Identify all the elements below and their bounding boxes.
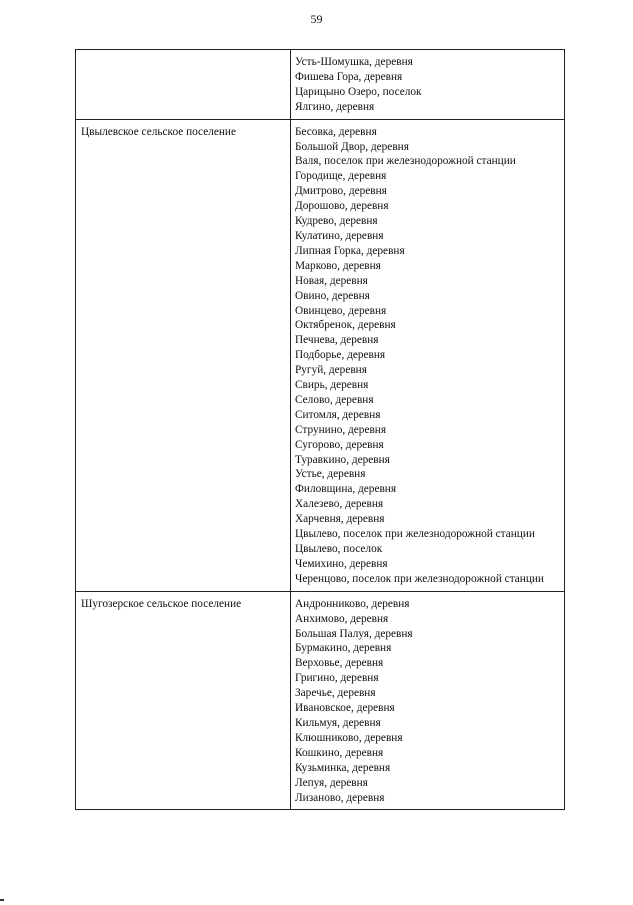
place-item: Струнино, деревня — [295, 423, 387, 436]
place-item: Цвылево, поселок при железнодорожной станции — [295, 528, 535, 541]
place-item: Лизаново, деревня — [295, 791, 385, 804]
place-item: Заречье, деревня — [295, 687, 376, 700]
places-cell — [291, 50, 565, 120]
settlement-name-cell: Шугозерское сельское поселение — [76, 591, 291, 810]
place-item: Верховье, деревня — [295, 657, 384, 670]
place-item: Харчевня, деревня — [295, 513, 385, 526]
settlement-name-cell: Цвылевское сельское поселение — [76, 119, 291, 591]
place-item: Сугорово, деревня — [295, 438, 384, 451]
place-item: Ругуй, деревня — [295, 364, 367, 377]
place-item: Андронниково, деревня — [295, 597, 410, 610]
places-cell — [291, 119, 565, 591]
place-item: Городище, деревня — [295, 170, 387, 183]
place-item: Кильмуя, деревня — [295, 716, 381, 729]
place-item: Бурмакино, деревня — [295, 642, 392, 655]
place-item: Новая, деревня — [295, 274, 368, 287]
place-item: Кошкино, деревня — [295, 746, 384, 759]
place-item: Селово, деревня — [295, 393, 374, 406]
place-item: Анхимово, деревня — [295, 612, 389, 625]
table-row — [76, 591, 565, 810]
place-item: Усть-Шомушка, деревня — [295, 56, 413, 68]
place-item: Печнева, деревня — [295, 334, 379, 347]
place-item: Кулатино, деревня — [295, 229, 384, 242]
place-item: Дмитрово, деревня — [295, 185, 387, 198]
place-item: Черенцово, поселок при железнодорожной станции — [295, 572, 544, 585]
place-item: Халезево, деревня — [295, 498, 384, 511]
settlement-name-cell — [76, 50, 291, 120]
place-item: Марково, деревня — [295, 259, 381, 272]
scan-mark — [0, 899, 4, 901]
table-row — [76, 50, 565, 120]
settlements-table — [75, 49, 565, 810]
table-row — [76, 119, 565, 591]
place-item: Кудрево, деревня — [295, 215, 378, 228]
place-item: Подборье, деревня — [295, 349, 386, 362]
place-item: Ситомля, деревня — [295, 408, 381, 421]
place-item: Лепуя, деревня — [295, 776, 368, 789]
place-item: Царицыно Озеро, поселок — [295, 85, 422, 98]
place-item: Бесовка, деревня — [295, 125, 377, 138]
table-body — [76, 50, 565, 810]
place-item: Большой Двор, деревня — [295, 140, 409, 153]
place-item: Филовщина, деревня — [295, 483, 397, 496]
place-item: Цвылево, поселок — [295, 543, 383, 555]
place-item: Овинцево, деревня — [295, 304, 387, 317]
place-item: Устье, деревня — [295, 468, 366, 481]
place-item: Октябренок, деревня — [295, 319, 396, 332]
place-item: Ялгино, деревня — [295, 100, 375, 113]
place-item: Валя, поселок при железнодорожной станции — [295, 155, 516, 168]
place-item: Свирь, деревня — [295, 379, 369, 392]
page-number: 59 — [310, 12, 323, 26]
place-item: Кузьминка, деревня — [295, 761, 391, 774]
places-cell — [291, 591, 565, 810]
place-item: Липная Горка, деревня — [295, 244, 405, 257]
place-item: Григино, деревня — [295, 672, 379, 685]
place-item: Клюшниково, деревня — [295, 731, 403, 744]
place-item: Ивановское, деревня — [295, 702, 395, 715]
place-item: Большая Палуя, деревня — [295, 627, 413, 640]
place-item: Овино, деревня — [295, 289, 370, 302]
place-item: Туравкино, деревня — [295, 453, 390, 466]
place-item: Фишева Гора, деревня — [295, 70, 403, 83]
place-item: Чемихино, деревня — [295, 557, 388, 570]
place-item: Дорошово, деревня — [295, 200, 389, 213]
